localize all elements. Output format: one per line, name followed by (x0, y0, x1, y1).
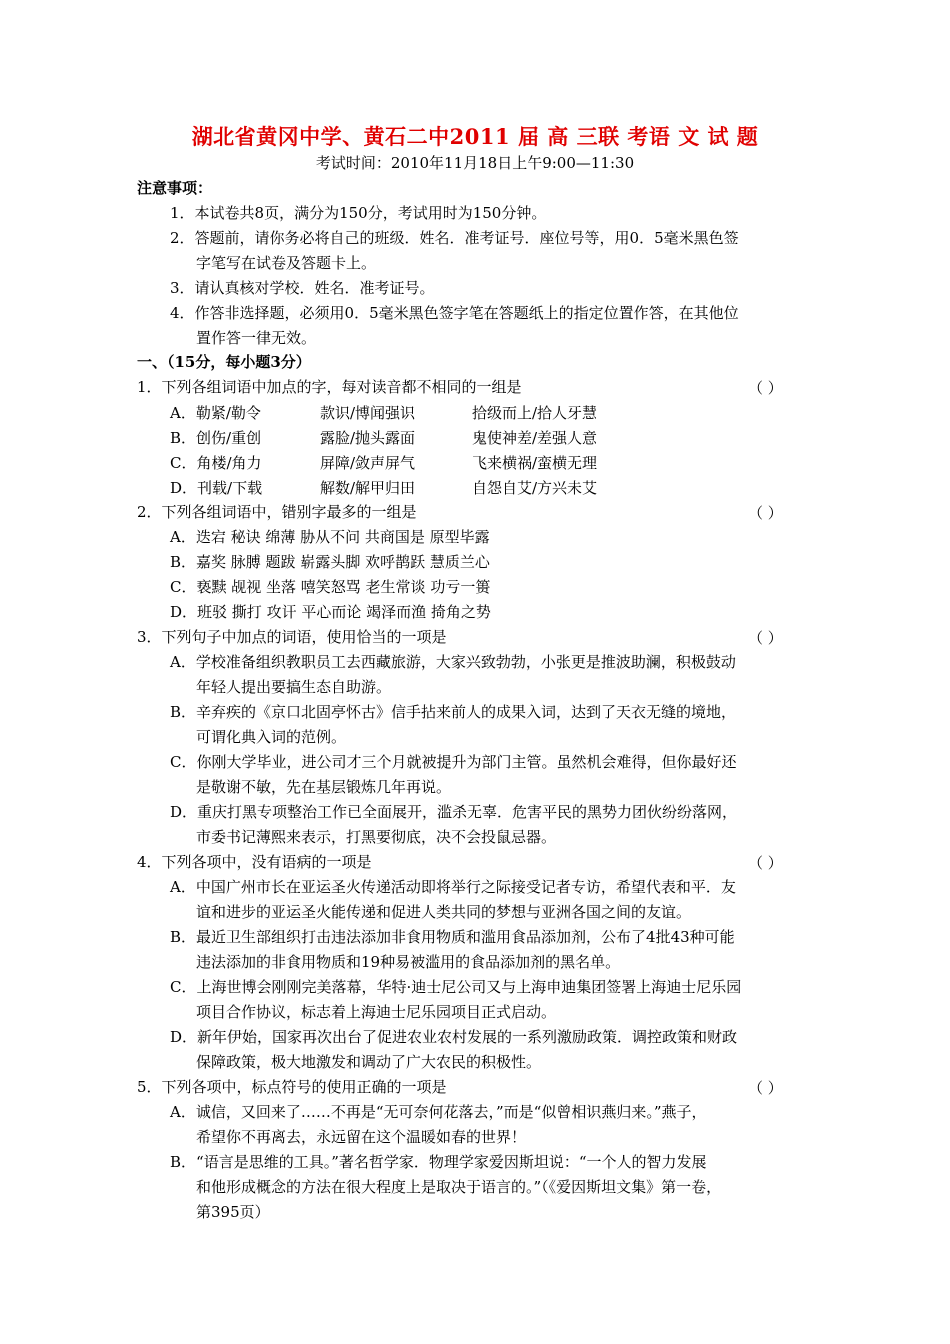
q3-option-a: A．学校准备组织教职员工去西藏旅游，大家兴致勃勃，小张更是推波助澜，积极鼓动 (170, 653, 736, 671)
q3-option-c-cont: 是敬谢不敏，先在基层锻炼几年再说。 (196, 778, 452, 796)
notice-heading: 注意事项： (137, 179, 213, 197)
q5-option-a: A．诚信，又回来了……不再是“无可奈何花落去，”而是“似曾相识燕归来。”燕子， (170, 1103, 707, 1121)
question-3-stem: 3．下列句子中加点的词语，使用恰当的一项是 (137, 628, 447, 646)
q5-option-b: B．“语言是思维的工具。”著名哲学家．物理学家爱因斯坦说：“一个人的智力发展 (170, 1153, 707, 1171)
q2-option-b: B．嘉奖 脉膊 题跋 崭露头脚 欢呼鹊跃 慧质兰心 (170, 553, 490, 571)
q1-option-a-1: A．勒紧/勒令 (170, 404, 261, 422)
q1-option-d-3: 自怨自艾/方兴未艾 (472, 479, 598, 497)
q5-option-b-cont: 和他形成概念的方法在很大程度上是取决于语言的。”（《爱因斯坦文集》第一卷， (196, 1178, 722, 1196)
q3-option-d: D．重庆打黑专项整治工作已全面展开，滥杀无辜．危害平民的黑势力团伙纷纷落网， (170, 803, 738, 821)
answer-paren: （ ） (748, 504, 783, 522)
question-1-stem: 1．下列各组词语中加点的字，每对读音都不相同的一组是 (137, 378, 522, 396)
exam-title: 湖北省黄冈中学、黄石二中2011 届 高 三联 考语 文 试 题 (191, 124, 759, 149)
q3-option-b-cont: 可谓化典入词的范例。 (196, 728, 347, 746)
q4-option-d-cont: 保障政策，极大地激发和调动了广大农民的积极性。 (196, 1053, 542, 1071)
answer-paren: （ ） (748, 629, 783, 647)
q4-option-b-cont: 违法添加的非食用物质和19种易被滥用的食品添加剂的黑名单。 (196, 953, 621, 971)
q3-option-d-cont: 市委书记薄熙来表示，打黑要彻底，决不会投鼠忌器。 (196, 828, 557, 846)
question-2-stem: 2．下列各组词语中，错别字最多的一组是 (137, 503, 417, 521)
notice-2: 2．答题前，请你务必将自己的班级．姓名．准考证号．座位号等，用0．5毫米黑色签 (170, 229, 739, 247)
q2-option-a: A．迭宕 秘诀 绵薄 胁从不问 共商国是 原型毕露 (170, 528, 490, 546)
q1-option-b-2: 露脸/抛头露面 (320, 429, 416, 447)
q1-option-b-1: B．创伤/重创 (170, 429, 262, 447)
q1-option-a-2: 款识/博闻强识 (320, 404, 416, 422)
question-5-stem: 5．下列各项中，标点符号的使用正确的一项是 (137, 1078, 447, 1096)
section-heading: 一、（15分，每小题3分） (137, 353, 311, 371)
q1-option-a-3: 拾级而上/拾人牙慧 (472, 404, 598, 422)
q4-option-d: D．新年伊始，国家再次出台了促进农业农村发展的一系列激励政策．调控政策和财政 (170, 1028, 738, 1046)
q5-option-a-cont: 希望你不再离去，永远留在这个温暖如春的世界！ (196, 1128, 527, 1146)
q5-option-b-cont2: 第395页） (196, 1203, 270, 1221)
q4-option-b: B．最近卫生部组织打击违法添加非食用物质和滥用食品添加剂，公布了4批43种可能 (170, 928, 735, 946)
q4-option-c-cont: 项目合作协议，标志着上海迪士尼乐园项目正式启动。 (196, 1003, 557, 1021)
q4-option-a-cont: 谊和进步的亚运圣火能传递和促进人类共同的梦想与亚洲各国之间的友谊。 (196, 903, 692, 921)
q3-option-a-cont: 年轻人提出要搞生态自助游。 (196, 678, 392, 696)
notice-4-cont: 置作答一律无效。 (196, 329, 317, 347)
q3-option-c: C．你刚大学毕业，进公司才三个月就被提升为部门主管。虽然机会难得，但你最好还 (170, 753, 737, 771)
q1-option-b-3: 鬼使神差/差强人意 (472, 429, 598, 447)
q2-option-d: D．班驳 撕打 攻讦 平心而论 竭泽而渔 掎角之势 (170, 603, 491, 621)
q1-option-d-1: D．刊载/下载 (170, 479, 263, 497)
answer-paren: （ ） (748, 379, 783, 397)
answer-paren: （ ） (748, 854, 783, 872)
notice-3: 3．请认真核对学校．姓名．准考证号。 (170, 279, 435, 297)
q3-option-b: B．辛弃疾的《京口北固亭怀古》信手拈来前人的成果入词，达到了天衣无缝的境地， (170, 703, 737, 721)
notice-2-cont: 字笔写在试卷及答题卡上。 (196, 254, 377, 272)
q4-option-a: A．中国广州市长在亚运圣火传递活动即将举行之际接受记者专访，希望代表和平．友 (170, 878, 736, 896)
notice-1: 1．本试卷共8页，满分为150分，考试用时为150分钟。 (170, 204, 547, 222)
notice-4: 4．作答非选择题，必须用0．5毫米黑色签字笔在答题纸上的指定位置作答，在其他位 (170, 304, 739, 322)
question-4-stem: 4．下列各项中，没有语病的一项是 (137, 853, 372, 871)
q4-option-c: C．上海世博会刚刚完美落幕，华特·迪士尼公司又与上海申迪集团签署上海迪士尼乐园 (170, 978, 742, 996)
q1-option-c-2: 屏障/敛声屏气 (320, 454, 416, 472)
answer-paren: （ ） (748, 1079, 783, 1097)
q2-option-c: C．亵黩 觇视 坐落 嘻笑怒骂 老生常谈 功亏一篑 (170, 578, 491, 596)
q1-option-d-2: 解数/解甲归田 (320, 479, 416, 497)
q1-option-c-1: C．角楼/角力 (170, 454, 262, 472)
q1-option-c-3: 飞来横祸/蛮横无理 (472, 454, 598, 472)
exam-time: 考试时间：2010年11月18日上午9:00—11:30 (315, 154, 635, 172)
